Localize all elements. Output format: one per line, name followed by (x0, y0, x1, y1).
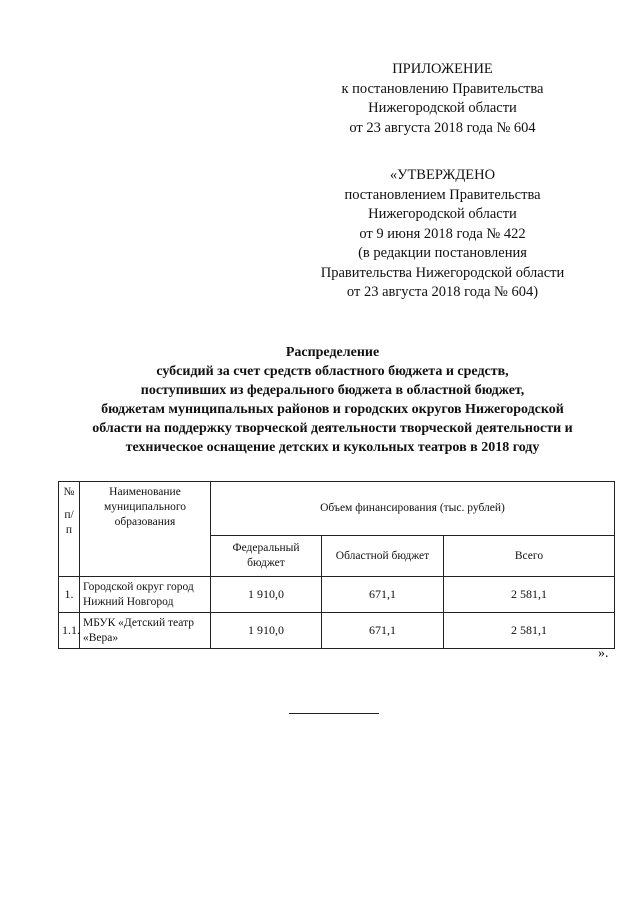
approval-line: (в редакции постановления (358, 245, 527, 261)
approval-block (300, 166, 585, 303)
title-line: субсидий за счет средств областного бюджета и средств, (156, 364, 509, 379)
row-federal: 1 910,0 (211, 577, 322, 613)
row-number: 1. (59, 577, 80, 613)
approval-line: от 23 августа 2018 года № 604) (346, 284, 539, 300)
header-funding: Объем финансирования (тыс. рублей) (211, 482, 615, 536)
title-line: Распределение (285, 345, 380, 360)
closing-quote: ». (598, 646, 609, 661)
row-federal: 1 910,0 (211, 613, 322, 649)
annex-line: к постановлению Правительства (341, 80, 544, 97)
row-regional: 671,1 (322, 577, 444, 613)
header-federal: Федеральный бюджет (211, 536, 322, 577)
header-number-abbr: п/п (64, 509, 74, 536)
row-number: 1.1. (59, 613, 80, 649)
approval-line: постановлением Правительства (344, 186, 541, 203)
approval-line: Нижегородской области (368, 206, 517, 222)
row-name: Городской округ город Нижний Новгород (80, 577, 211, 613)
approval-date: от 9 июня 2018 года № 422 (359, 225, 526, 242)
row-total: 2 581,1 (444, 577, 615, 613)
approval-line: Правительства Нижегородской области (320, 264, 565, 281)
title-line: области на поддержку творческой деятельности творческой деятельности и (92, 421, 573, 436)
row-total: 2 581,1 (444, 613, 615, 649)
title-line: поступивших из федерального бюджета в областной бюджет, (140, 383, 525, 398)
end-divider (289, 713, 379, 714)
title-line: бюджетам муниципальных районов и городских округов Нижегородской (101, 402, 564, 417)
table-row (59, 613, 615, 649)
header-total: Всего (444, 536, 615, 577)
document-title (50, 343, 615, 457)
annex-heading: ПРИЛОЖЕНИЕ (392, 61, 493, 77)
title-line: техническое оснащение детских и кукольных театров в 2018 году (125, 440, 540, 455)
annex-block (300, 60, 585, 138)
annex-line: Нижегородской области (368, 100, 517, 116)
distribution-table (58, 481, 615, 649)
row-name: МБУК «Детский театр «Вера» (80, 613, 211, 649)
header-name: Наименование муниципального образования (80, 482, 211, 577)
header-number (59, 482, 80, 577)
annex-date: от 23 августа 2018 года № 604 (349, 119, 536, 136)
approval-heading: «УТВЕРЖДЕНО (389, 167, 496, 183)
header-number-sign: № (63, 486, 75, 498)
header-regional: Областной бюджет (322, 536, 444, 577)
row-regional: 671,1 (322, 613, 444, 649)
table-header-row (59, 482, 615, 536)
table-row (59, 577, 615, 613)
